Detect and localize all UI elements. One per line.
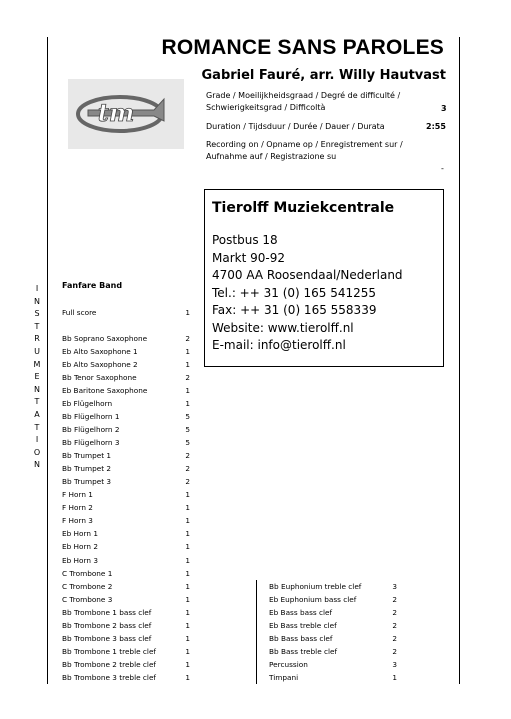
page-title: ROMANCE SANS PAROLES	[161, 36, 444, 59]
address-line: Postbus 18	[212, 233, 278, 247]
address-line: 4700 AA Roosendaal/Nederland	[212, 268, 403, 282]
instrument-name: F Horn 1	[62, 490, 93, 500]
instrument-quantity: 1	[392, 673, 397, 683]
instrument-name: Bb Tenor Saxophone	[62, 373, 137, 383]
instrument-name: Bb Flügelhorn 3	[62, 438, 120, 448]
instrument-name: Bb Trombone 3 bass clef	[62, 633, 152, 643]
instrument-quantity: 1	[185, 516, 190, 526]
side-label-letter: S	[34, 309, 40, 319]
instrument-quantity: 1	[185, 503, 190, 513]
website-line: Website: www.tierolff.nl	[212, 320, 354, 335]
instrument-quantity: 1	[185, 542, 190, 552]
instrument-quantity: 5	[185, 412, 190, 422]
instrument-name: Eb Horn 2	[62, 542, 98, 552]
instrument-name: Percussion	[269, 660, 308, 670]
instrument-name: Bb Trumpet 3	[62, 477, 112, 487]
recording-label-2: Aufnahme auf / Registrazione su	[206, 152, 337, 161]
instrument-name: Bb Trombone 2 treble clef	[62, 659, 157, 669]
instrument-quantity: 3	[392, 660, 397, 670]
full-score-name: Full score	[62, 308, 97, 317]
instrument-name: F Horn 2	[62, 503, 93, 513]
instrument-quantity: 5	[185, 438, 190, 448]
instrument-quantity: 2	[185, 464, 190, 474]
duration-label: Duration / Tijdsduur / Durée / Dauer / Durata	[206, 122, 385, 131]
instrument-quantity: 1	[185, 529, 190, 539]
instrument-name: Eb Bass bass clef	[269, 608, 333, 618]
side-label-letter: T	[34, 321, 40, 331]
instrument-quantity: 1	[185, 490, 190, 500]
instrument-quantity: 1	[185, 594, 190, 604]
instrument-name: Bb Trombone 3 treble clef	[62, 672, 157, 682]
recording-label-1: Recording on / Opname op / Enregistrement sur /	[206, 140, 403, 149]
instrument-name: Bb Trumpet 1	[62, 451, 112, 461]
instrument-quantity: 1	[185, 672, 190, 682]
instrument-name: Bb Bass treble clef	[269, 647, 338, 657]
instrument-quantity: 2	[392, 634, 397, 644]
instrument-name: Bb Flügelhorn 2	[62, 425, 120, 435]
duration-value: 2:55	[426, 122, 446, 131]
left-rule	[47, 37, 48, 684]
side-label-letter: N	[34, 384, 40, 394]
instrument-quantity: 2	[392, 621, 397, 631]
instrument-name: Bb Trombone 2 bass clef	[62, 620, 152, 630]
instrument-name: Eb Euphonium bass clef	[269, 595, 357, 605]
instrument-name: Bb Trumpet 2	[62, 464, 112, 474]
instrument-quantity: 1	[185, 568, 190, 578]
side-label-letter: E	[34, 372, 40, 382]
address-line: Markt 90-92	[212, 250, 285, 265]
composer-credit: Gabriel Fauré, arr. Willy Hautvast	[201, 68, 446, 83]
instrument-name: Eb Horn 3	[62, 555, 98, 565]
fax-line: Fax: ++ 31 (0) 165 558339	[212, 303, 377, 317]
instrument-name: Bb Trombone 1 treble clef	[62, 646, 157, 656]
grade-value: 3	[441, 104, 447, 113]
instrument-quantity: 1	[185, 347, 190, 357]
instrument-name: Bb Trombone 1 bass clef	[62, 607, 152, 617]
side-label-letter: N	[34, 296, 40, 306]
instrument-quantity: 2	[392, 608, 397, 618]
instrument-quantity: 5	[185, 425, 190, 435]
instrument-quantity: 2	[185, 373, 190, 383]
instrument-quantity: 1	[185, 633, 190, 643]
side-label-letter: N	[34, 460, 40, 470]
instrument-name: Eb Baritone Saxophone	[62, 386, 148, 396]
instrument-name: Eb Alto Saxophone 1	[62, 347, 138, 357]
instrument-name: Bb Bass bass clef	[269, 634, 333, 644]
side-label-letter: I	[35, 435, 39, 445]
publisher-logo	[68, 79, 184, 149]
instrument-name: Eb Flügelhorn	[62, 399, 113, 409]
svg-text:tm: tm	[97, 98, 135, 127]
instrument-quantity: 1	[185, 607, 190, 617]
instrument-name: Bb Flügelhorn 1	[62, 412, 120, 422]
instrument-name: C Trombone 2	[62, 581, 113, 591]
instrument-name: Eb Alto Saxophone 2	[62, 360, 138, 370]
instrument-quantity: 1	[185, 386, 190, 396]
column-divider	[256, 580, 257, 684]
instrument-name: C Trombone 3	[62, 594, 113, 604]
instrument-quantity: 3	[392, 582, 397, 591]
instrument-quantity: 2	[392, 595, 397, 605]
side-label-letter: I	[35, 284, 39, 293]
side-label-letter: R	[34, 334, 40, 344]
instrument-quantity: 1	[185, 581, 190, 591]
instrument-quantity: 2	[392, 647, 397, 657]
grade-label-1: Grade / Moeilijkheidsgraad / Degré de difficulté /	[206, 91, 401, 100]
side-label-letter: U	[34, 346, 40, 356]
trumpet-logo-icon	[68, 79, 184, 149]
instrument-quantity: 2	[185, 334, 190, 343]
section-title: Fanfare Band	[62, 281, 123, 290]
grade-label-2: Schwierigkeitsgrad / Difficoltà	[206, 103, 326, 112]
full-score-qty: 1	[185, 308, 190, 317]
instrument-name: Eb Horn 1	[62, 529, 98, 539]
side-label-letter: O	[33, 447, 41, 457]
instrument-quantity: 2	[185, 477, 190, 487]
instrument-quantity: 1	[185, 360, 190, 370]
side-label-letter: A	[34, 409, 40, 419]
side-label-letter: T	[34, 422, 40, 432]
phone-line: Tel.: ++ 31 (0) 165 541255	[212, 285, 377, 300]
publisher-contact	[212, 232, 403, 355]
instrument-quantity: 1	[185, 555, 190, 565]
instrument-name: Bb Euphonium treble clef	[269, 582, 362, 591]
instrument-quantity: 1	[185, 646, 190, 656]
instrument-name: Eb Bass treble clef	[269, 621, 337, 631]
instrument-quantity: 1	[185, 620, 190, 630]
side-label-letter: T	[34, 397, 40, 407]
instrument-name: F Horn 3	[62, 516, 93, 526]
publisher-name: Tierolff Muziekcentrale	[212, 200, 395, 216]
email-line: E-mail: info@tierolff.nl	[212, 338, 346, 352]
instrument-name: C Trombone 1	[62, 568, 113, 578]
side-label-letter: M	[33, 359, 41, 369]
instrument-name: Bb Soprano Saxophone	[62, 334, 148, 343]
right-rule	[459, 37, 460, 684]
recording-value: -	[441, 164, 444, 173]
publisher-address-box	[204, 189, 444, 367]
instrument-quantity: 2	[185, 451, 190, 461]
instrument-name: Timpani	[269, 673, 299, 683]
instrument-quantity: 1	[185, 659, 190, 669]
instrumentation-side-label	[30, 283, 44, 483]
instrument-quantity: 1	[185, 399, 190, 409]
